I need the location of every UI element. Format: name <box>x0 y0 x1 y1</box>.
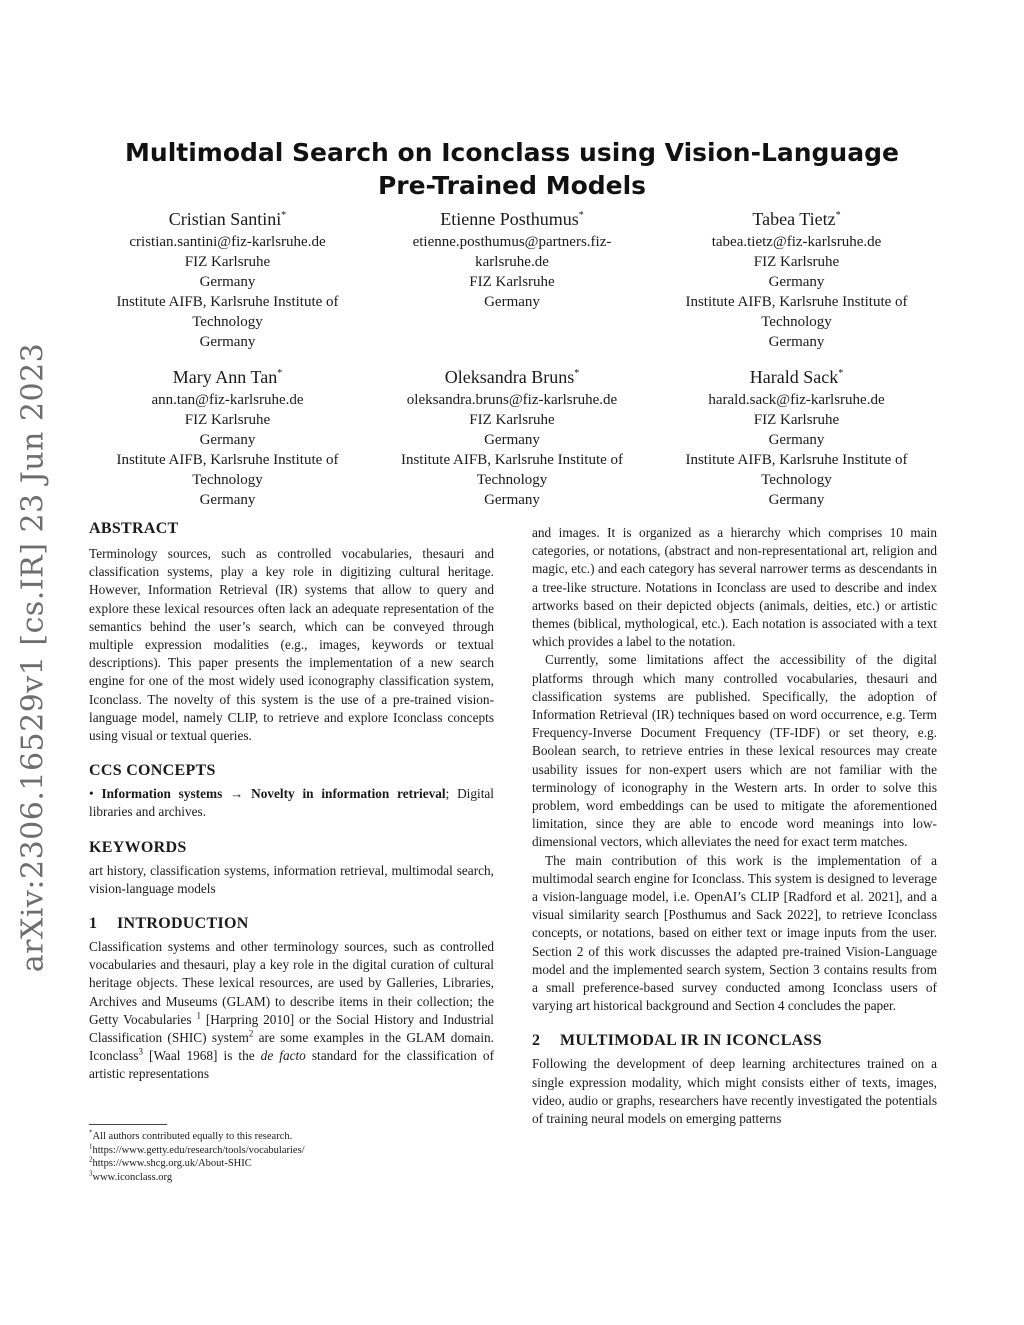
author-country: Germany <box>199 334 256 350</box>
author-country: Germany <box>768 274 825 290</box>
footnote-text: All authors contributed equally to this research. <box>92 1131 293 1142</box>
ccs-heading: CCS CONCEPTS <box>89 762 216 780</box>
author-affiliation: Institute AIFB, Karlsruhe Institute of <box>116 294 339 310</box>
author-name: Mary Ann Tan <box>172 367 278 387</box>
arxiv-sidebar <box>5 342 60 972</box>
author-mark: * <box>838 368 844 379</box>
author-affiliation: FIZ Karlsruhe <box>184 412 271 428</box>
intro-text: [Waal 1968] is the <box>142 1048 261 1064</box>
footnote-ref: 1 <box>196 1010 201 1021</box>
authors-row-2 <box>90 366 934 510</box>
author-block <box>659 208 934 352</box>
author-mark: * <box>835 210 841 221</box>
intro-text: standard for the classification of artistic representations <box>89 1048 494 1082</box>
footnote-divider <box>89 1124 167 1125</box>
author-mark: * <box>277 368 283 379</box>
author-country: Germany <box>199 492 256 508</box>
left-column <box>89 519 494 1084</box>
authors-row-1 <box>90 208 934 352</box>
abstract-text: Terminology sources, such as controlled vocabularies, thesauri and classification systems, play a key role in digitizing cultural heritage. However, Information Retrieval (IR) systems that allow to query and explore these lexical resources often lack an adequate representation of the semantics behind the user’s search, which can be conveyed through multiple expression modalities (e.g., images, keywords or textual descriptions). This paper presents the implementation of a new search engine for one of the most widely used iconography classification system, Iconclass. The novelty of this system is the use of a pre-trained vision-language model, namely CLIP, to retrieve and explore Iconclass concepts using visual or textual queries. <box>89 546 494 744</box>
footnote-ref: 3 <box>138 1046 143 1057</box>
author-email: etienne.posthumus@partners.fiz- <box>412 234 612 250</box>
author-affiliation: Technology <box>476 472 548 488</box>
author-affiliation: FIZ Karlsruhe <box>753 412 840 428</box>
author-affiliation: Institute AIFB, Karlsruhe Institute of <box>685 452 908 468</box>
author-block <box>90 366 365 510</box>
footnote <box>89 1171 494 1185</box>
footnote-mark: * <box>89 1128 93 1137</box>
author-mark: * <box>574 368 580 379</box>
author-mark: * <box>578 210 584 221</box>
author-name: Etienne Posthumus <box>440 209 579 229</box>
author-affiliation: Technology <box>192 472 263 488</box>
footnote-ref: 2 <box>248 1028 254 1039</box>
author-country: Germany <box>199 432 256 448</box>
right-column <box>532 524 937 1128</box>
footnotes <box>89 1130 494 1184</box>
footnote-mark: 3 <box>89 1169 93 1177</box>
author-name: Cristian Santini <box>168 209 282 229</box>
footnote <box>89 1144 494 1158</box>
section-number: 1 <box>89 915 98 933</box>
author-country: Germany <box>768 432 825 448</box>
keywords-text: art history, classification systems, information retrieval, multimodal search, vision-language models <box>89 862 494 896</box>
author-country: Germany <box>768 492 825 508</box>
ccs-concepts <box>89 785 494 821</box>
intro-italic: de facto <box>260 1048 306 1064</box>
footnote-mark: 1 <box>89 1142 93 1150</box>
author-country: Germany <box>484 294 540 310</box>
author-affiliation: Institute AIFB, Karlsruhe Institute of <box>116 452 339 468</box>
section-title: INTRODUCTION <box>117 915 249 933</box>
footnote-mark: 2 <box>89 1155 93 1164</box>
section-title: MULTIMODAL IR IN ICONCLASS <box>560 1032 822 1050</box>
footnote <box>89 1130 494 1144</box>
footnote-link[interactable]: https://www.shcg.org.uk/About-SHIC <box>92 1158 252 1169</box>
author-affiliation: Technology <box>192 314 263 330</box>
section-2-heading <box>532 1031 937 1051</box>
ccs-bullet: • <box>89 786 94 802</box>
keywords-heading: KEYWORDS <box>89 838 187 856</box>
intro-paragraph-1 <box>89 938 494 1084</box>
author-block <box>90 208 365 352</box>
author-name: Oleksandra Bruns <box>444 367 575 387</box>
footnote-link[interactable]: https://www.getty.edu/research/tools/vocabularies/ <box>92 1144 305 1156</box>
author-affiliation: Institute AIFB, Karlsruhe Institute of <box>685 294 908 310</box>
author-block <box>659 366 934 510</box>
intro-paragraph-3: The main contribution of this work is the implementation of a multimodal search engine for Iconclass. This system is designed to leverage a vision-language model, i.e. OpenAI’s CLIP [Radford et al. 2021], and a visual similarity search [Posthumus and Sack 2022], to retrieve Iconclass concepts, or notations, based on either text or image inputs from the user. Section 2 of this work discusses the adapted pre-trained Vision-Language model and the implemented search system, Section 3 contains results from a small preference-based survey conducted among Iconclass users of varying art historical background and Section 4 concludes the paper. <box>532 852 937 1014</box>
author-name: Tabea Tietz <box>752 209 836 229</box>
arxiv-identifier: arXiv:2306.16529v1 [cs.IR] 23 Jun 2023 <box>15 342 51 972</box>
footnote-link[interactable]: www.iconclass.org <box>92 1171 173 1183</box>
author-email: oleksandra.bruns@fiz-karlsruhe.de <box>406 392 618 408</box>
author-country: Germany <box>484 492 540 508</box>
author-mark: * <box>281 210 287 221</box>
author-country: Germany <box>199 274 256 290</box>
author-email: tabea.tietz@fiz-karlsruhe.de <box>711 234 882 250</box>
author-affiliation: FIZ Karlsruhe <box>469 274 555 290</box>
author-affiliation: FIZ Karlsruhe <box>184 254 271 270</box>
title-line-1: Multimodal Search on Iconclass using Vision-Language <box>125 138 899 167</box>
section-number: 2 <box>532 1032 541 1050</box>
author-affiliation: Institute AIFB, Karlsruhe Institute of <box>400 452 624 468</box>
author-block <box>375 366 650 510</box>
abstract-heading: ABSTRACT <box>89 520 179 537</box>
author-affiliation: Technology <box>761 314 832 330</box>
author-affiliation: Technology <box>761 472 832 488</box>
author-block <box>375 208 650 352</box>
author-name: Harald Sack <box>749 367 839 387</box>
intro-text: Classification systems and other terminology sources, such as controlled vocabularies and thesauri, play a key role in the digital curation of cultural heritage objects. These lexical resources, are used by Galleries, Libraries, Archives and Museums (GLAM) to describe items in their collection; the Getty Vocabularies <box>89 939 494 1027</box>
author-country: Germany <box>768 334 825 350</box>
intro-text: are some examples in the GLAM domain. Iconclass <box>89 1030 494 1064</box>
paper-title <box>90 136 934 202</box>
author-email: ann.tan@fiz-karlsruhe.de <box>151 392 304 408</box>
intro-text: [Harpring 2010] or the Social History and Industrial Classification (SHIC) system <box>89 1011 494 1046</box>
intro-paragraph-2: Currently, some limitations affect the accessibility of the digital platforms through which many controlled vocabularies, thesauri and classification systems are published. Specifically, the adoption of Information Retrieval (IR) techniques based on word occurrence, e.g. Term Frequency-Inverse Document Frequency (TF-IDF) or set theory, e.g. Boolean search, to retrieve entries in these lexical resources may create usability issues for non-expert users which are not familiar with the terminology of iconography in the Western arts. In order to solve this problem, word embeddings can be used to mitigate the aforementioned limitation, since they are able to encode word meanings into low-dimensional vectors, which alleviates the need for exact term matches. <box>532 652 937 850</box>
ccs-concept-rest: ; Digital libraries and archives. <box>89 786 495 820</box>
author-email: harald.sack@fiz-karlsruhe.de <box>708 392 885 408</box>
footnote <box>89 1157 494 1171</box>
author-email: cristian.santini@fiz-karlsruhe.de <box>129 234 326 250</box>
title-line-2: Pre-Trained Models <box>377 171 647 200</box>
author-email: karlsruhe.de <box>475 254 549 270</box>
intro-paragraph-1-continued: and images. It is organized as a hierarchy which comprises 10 main categories, or notations, (abstract and non-representational art, religion and magic, etc.) and each category has several narrower terms as descendants in a tree-like structure. Notations in Iconclass are used to describe and index artworks based on their depicted objects (animals, deities, etc.) or artistic themes (biblical, mythological, etc.). Each notation is associated with a text which provides a label to the notation. <box>532 525 937 650</box>
intro-heading <box>89 914 494 934</box>
ccs-concept-bold: Information systems → Novelty in information retrieval <box>101 786 446 802</box>
author-country: Germany <box>484 432 540 448</box>
author-affiliation: FIZ Karlsruhe <box>469 412 555 428</box>
author-affiliation: FIZ Karlsruhe <box>753 254 840 270</box>
section-2-paragraph: Following the development of deep learning architectures trained on a single expression modality, which might consists either of texts, images, video, audio or graphs, researchers have recently investigated the potentials of training neural models on emerging patterns <box>532 1056 937 1127</box>
